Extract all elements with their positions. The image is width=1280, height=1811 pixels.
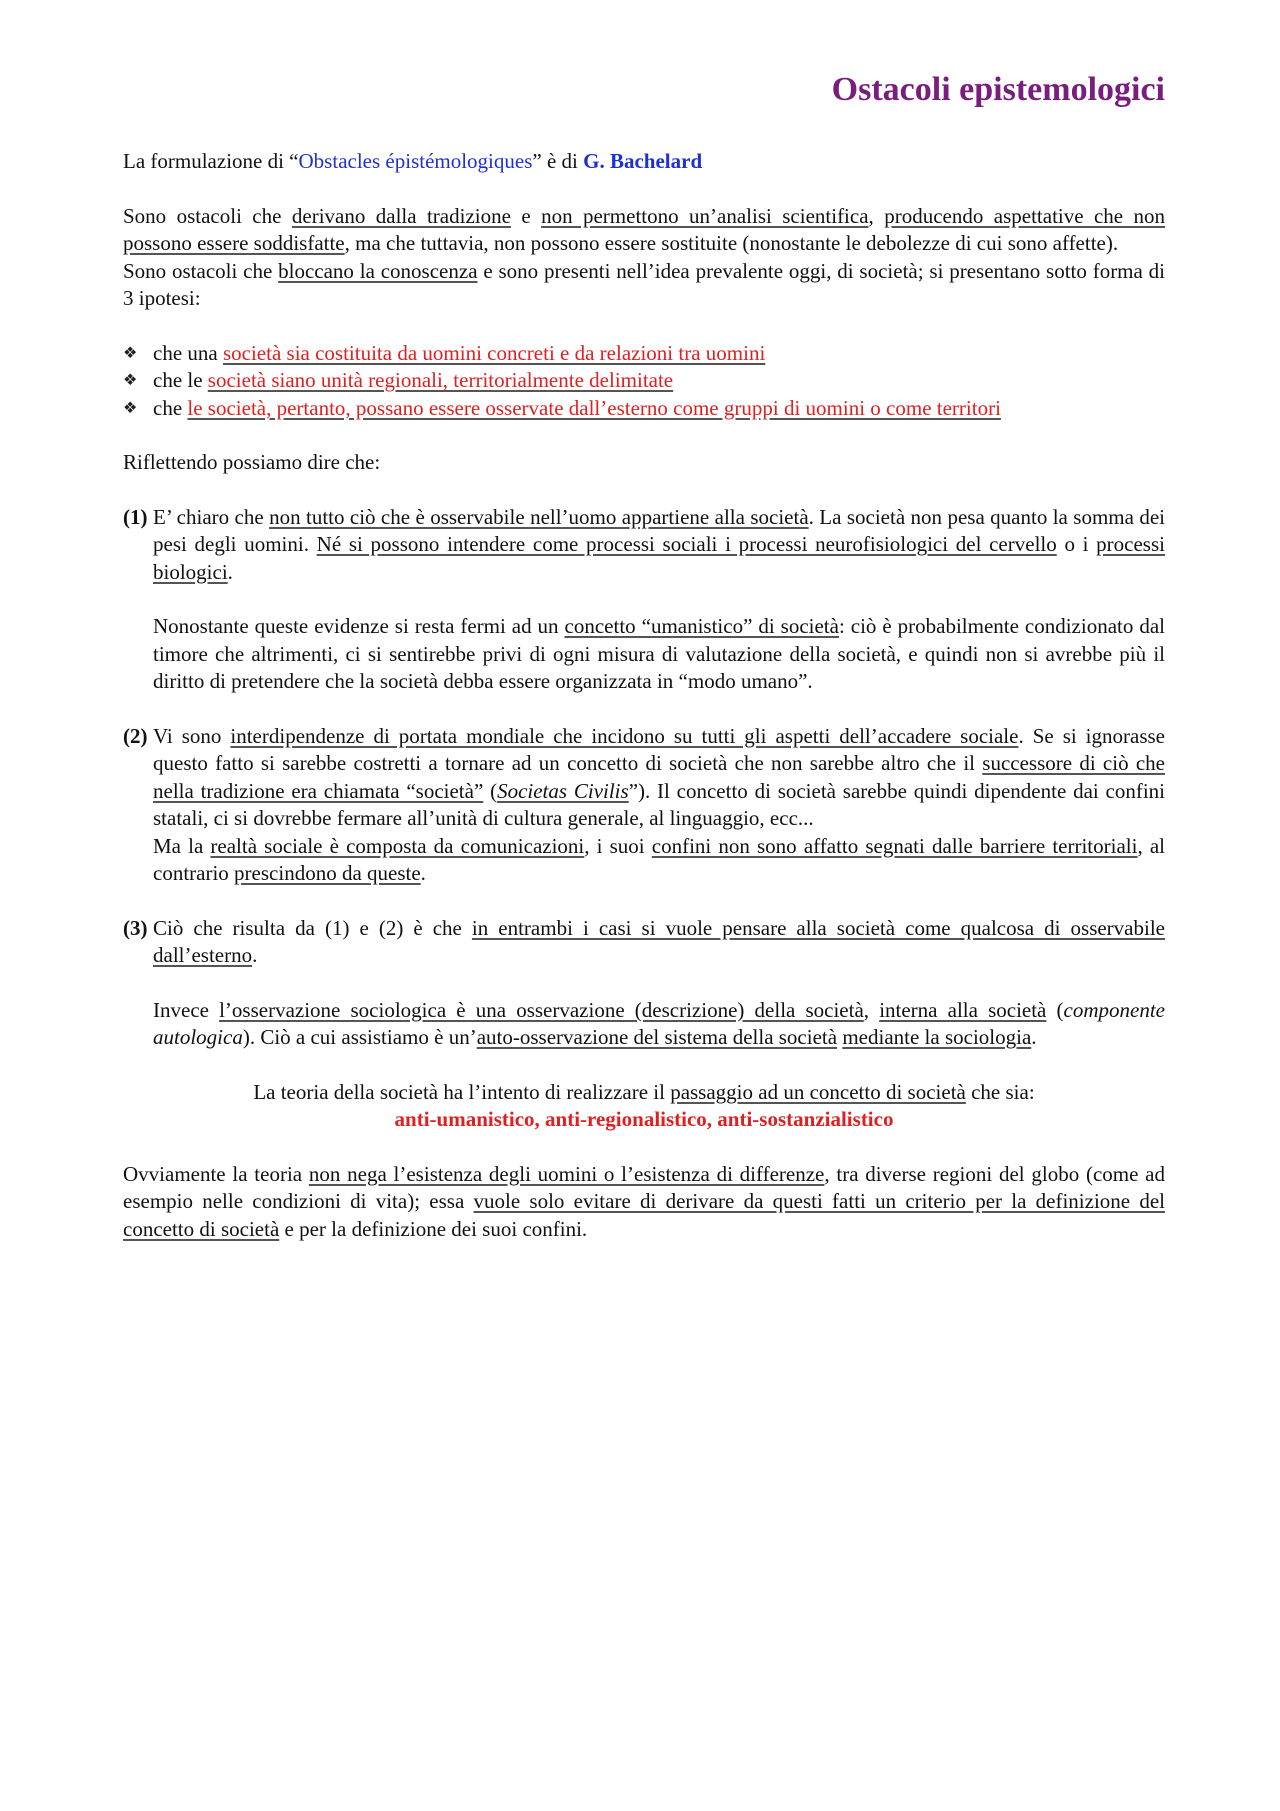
text: . La società non pesa quanto la somma dei pesi degli uomini. [153, 504, 1166, 556]
text: Nonostante queste evidenze si resta fermi ad un [153, 614, 565, 638]
underlined-text: non permettono un’analisi scientifica [541, 203, 869, 228]
underlined-text: concetto “umanistico” di società [564, 614, 839, 638]
text: Sono ostacoli che [123, 258, 279, 283]
underlined-text: vuole solo evitare di derivare da questi fatti un criterio per la definizione del concetto di società [123, 1189, 1165, 1241]
text: e per la definizione dei suoi confini. [279, 1216, 588, 1241]
item-paragraph [153, 504, 1165, 587]
text: che una [153, 340, 223, 365]
diamond-bullet-icon: ❖ [123, 372, 138, 389]
diamond-bullet-icon: ❖ [123, 399, 138, 417]
text: e sono presenti nell’idea prevalente oggi, di società; si presentano sotto forma di 3 ipotesi: [123, 258, 1165, 310]
text: Sono ostacoli che [123, 203, 292, 228]
underlined-text: derivano dalla tradizione [291, 203, 511, 228]
text: ( [1046, 997, 1064, 1022]
text: , ma che tuttavia, non possono essere sostituite (nonostante le debolezze di cui sono affette). [344, 231, 1119, 255]
text: . [1031, 1025, 1037, 1049]
item-number: (2) [123, 723, 148, 748]
text: , i suoi [584, 833, 652, 858]
underlined-text: auto-osservazione del sistema della società [476, 1025, 838, 1049]
highlighted-text: società sia costituita da uomini concreti e da relazioni tra uomini [222, 340, 766, 365]
item-paragraph [153, 915, 1165, 970]
text: La teoria della società ha l’intento di realizzare il [253, 1079, 671, 1104]
text: che sia: [965, 1079, 1035, 1104]
underlined-text: confini non sono affatto segnati dalle barriere territoriali [651, 833, 1138, 858]
underlined-text: Né si possono intendere come processi sociali i processi neurofisiologici del cervello [316, 532, 1057, 556]
numbered-item-2 [123, 723, 1165, 888]
item-paragraph [153, 613, 1165, 696]
item-number: (3) [123, 915, 148, 940]
text: . [227, 559, 233, 584]
underlined-text: producendo aspettative che non possono essere soddisfatte [123, 203, 1166, 255]
underlined-text: passaggio ad un concetto di società [670, 1079, 966, 1104]
intro-paragraph [123, 148, 1165, 176]
document-body [123, 68, 1165, 1243]
text: : ciò è probabilmente condizionato dal timore che altrimenti, ci si sentirebbe privi di ogni misura di valutazione della società, e quindi non si avrebbe più il diritto di pretendere che la società debba essere organizzata in “modo umano”. [153, 614, 1165, 693]
obstacles-term: Obstacles épistémologiques [298, 149, 533, 173]
underlined-text: bloccano la conoscenza [278, 258, 478, 283]
text: Ma la [153, 833, 211, 858]
highlighted-text: le società, pertanto, possano essere osservate dall’esterno come gruppi di uomini o come territori [187, 395, 1001, 420]
author-name: G. Bachelard [583, 149, 703, 173]
text: , [868, 203, 885, 228]
underlined-text: interna alla società [879, 997, 1047, 1022]
reflection-paragraph: Riflettendo possiamo dire che: [123, 450, 381, 474]
italic-term: componente autologica [153, 997, 1165, 1049]
paragraph-traditions [123, 203, 1165, 258]
text: o i [1056, 532, 1097, 556]
theory-keywords: anti-umanistico, anti-regionalistico, anti-sostanzialistico [394, 1107, 894, 1131]
text: e [510, 203, 542, 228]
text: , al contrario [153, 833, 1166, 885]
paragraph-knowledge [123, 258, 1165, 313]
list-item [123, 367, 1165, 395]
list-item [123, 340, 1165, 368]
text: . [252, 943, 258, 967]
list-item [123, 395, 1165, 423]
underlined-text: realtà sociale è composta da comunicazioni [210, 833, 585, 858]
text: che le [153, 368, 208, 392]
text: ”). Il concetto di società sarebbe quindi dipendente dai confini statali, ci si dovrebbe fermare all’unità di cultura generale, al linguaggio, ecc... [153, 778, 1165, 830]
text: . [420, 861, 426, 885]
text: . Se si ignorasse questo fatto si sarebbe costretti a tornare ad un concetto di società che non sarebbe altro che il [153, 723, 1165, 775]
hypotheses-list [123, 340, 1165, 423]
underlined-text: mediante la sociologia [842, 1025, 1032, 1049]
text: Invece [153, 997, 220, 1022]
text: che [153, 395, 188, 420]
highlighted-text: società siano unità regionali, territorialmente delimitate [207, 368, 674, 392]
item-number: (1) [123, 504, 148, 529]
text: Vi sono [153, 723, 231, 748]
underlined-text: prescindono da queste [234, 861, 421, 885]
italic-term: Societas Civilis [497, 778, 629, 803]
intro-text: La formulazione di “ [123, 149, 299, 173]
text: Ciò che risulta da (1) e (2) è che [153, 915, 472, 940]
theory-statement [123, 1079, 1165, 1134]
underlined-text: non tutto ciò che è osservabile nell’uomo appartiene alla società [269, 504, 809, 529]
item-paragraph [153, 723, 1165, 888]
underlined-text: non nega l’esistenza degli uomini o l’esistenza di differenze [308, 1161, 825, 1186]
text: , tra diverse regioni del globo (come ad esempio nelle condizioni di vita); essa [123, 1161, 1166, 1213]
numbered-item-3 [123, 915, 1165, 1052]
diamond-bullet-icon: ❖ [123, 344, 138, 362]
final-paragraph [123, 1161, 1165, 1244]
underlined-text: processi biologici [153, 532, 1165, 584]
numbered-item-1 [123, 504, 1165, 696]
item-paragraph [153, 997, 1165, 1052]
text: ). Ciò a cui assistiamo è un’ [242, 1025, 477, 1049]
underlined-text: interdipendenze di portata mondiale che incidono su tutti gli aspetti dell’accadere sociale [230, 723, 1019, 748]
underlined-text: in entrambi i casi si vuole pensare alla società come qualcosa di osservabile dall’esterno [153, 915, 1165, 967]
text: E’ chiaro che [153, 504, 270, 529]
underlined-text: l’osservazione sociologica è una osservazione (descrizione) della società [219, 997, 864, 1022]
text: , [863, 997, 880, 1022]
text: ( [483, 778, 498, 803]
underlined-text: successore di ciò che nella tradizione era chiamata “società” [153, 751, 1165, 803]
text: Ovviamente la teoria [123, 1161, 309, 1186]
intro-text: ” è di [532, 149, 584, 173]
page-title: Ostacoli epistemologici [831, 71, 1165, 108]
